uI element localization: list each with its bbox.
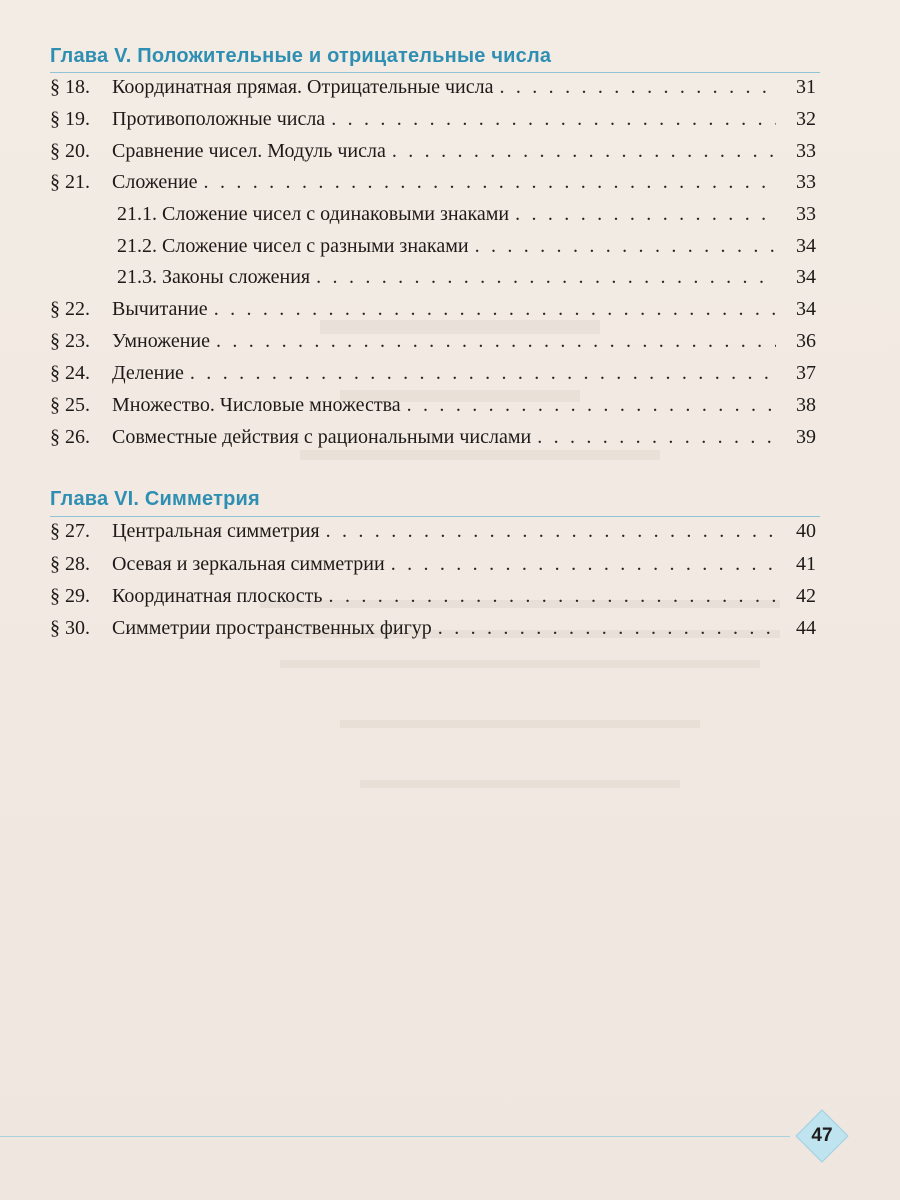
section-title: Осевая и зеркальная симметрии [112,553,385,575]
page-number: 32 [796,108,816,130]
toc-entry[interactable] [50,394,816,424]
section-mark: § 20. [50,140,90,162]
section-title: Сложение [112,171,198,193]
section-title: Деление [112,362,184,384]
page-number: 36 [796,330,816,352]
section-mark: § 27. [50,520,90,542]
section-title: Умножение [112,330,210,352]
section-title: Противоположные числа [112,108,326,130]
toc-subentry[interactable] [117,203,816,233]
chapter-divider [50,516,820,517]
section-mark: § 25. [50,394,90,416]
toc-subentry[interactable] [117,235,816,265]
chapter-title: Глава VI. Симметрия [50,488,260,510]
chapter-title: Глава V. Положительные и отрицательные числа [50,45,552,67]
dot-leader [216,330,776,353]
toc-entry[interactable] [50,585,816,615]
page-number: 31 [796,76,816,98]
toc-entry[interactable] [50,553,816,583]
page-number: 33 [796,203,816,225]
subsection-title: 21.3. Законы сложения [117,266,311,288]
section-mark: § 29. [50,585,90,607]
page-number: 34 [796,235,816,257]
page-number: 39 [796,426,816,448]
section-title: Сравнение чисел. Модуль числа [112,140,386,162]
page-number: 41 [796,553,816,575]
section-mark: § 19. [50,108,90,130]
page-number: 34 [796,298,816,320]
toc-entry[interactable] [50,298,816,328]
page-number: 37 [796,362,816,384]
page-number: 38 [796,394,816,416]
toc-entry[interactable] [50,330,816,360]
dot-leader [326,520,776,543]
dot-leader [438,617,776,640]
toc-entry[interactable] [50,520,816,550]
footer-divider [0,1136,790,1137]
dot-leader [331,108,776,131]
section-mark: § 18. [50,76,90,98]
toc-entry[interactable] [50,426,816,456]
dot-leader [515,203,776,226]
subsection-title: 21.2. Сложение чисел с разными знаками [117,235,469,257]
section-mark: § 26. [50,426,90,448]
page-number: 40 [796,520,816,542]
dot-leader [204,171,776,194]
section-mark: § 24. [50,362,90,384]
page-number-label: 47 [811,1125,833,1146]
dot-leader [190,362,776,385]
section-title: Координатная плоскость [112,585,323,607]
dot-leader [407,394,776,417]
page-number: 42 [796,585,816,607]
dot-leader [537,426,776,449]
toc-entry[interactable] [50,140,816,170]
section-mark: § 28. [50,553,90,575]
section-title: Совместные действия с рациональными числами [112,426,532,448]
section-title: Центральная симметрия [112,520,320,542]
toc-entry[interactable] [50,76,816,106]
section-title: Координатная прямая. Отрицательные числа [112,76,494,98]
dot-leader [475,235,776,258]
toc-subentry[interactable] [117,266,816,296]
section-mark: § 21. [50,171,90,193]
toc-entry[interactable] [50,171,816,201]
section-mark: § 22. [50,298,90,320]
toc-entry[interactable] [50,617,816,647]
toc-entry[interactable] [50,108,816,138]
dot-leader [499,76,776,99]
section-mark: § 23. [50,330,90,352]
dot-leader [392,140,776,163]
dot-leader [329,585,776,608]
page-number-badge [794,1108,850,1164]
dot-leader [316,266,776,289]
page-number: 34 [796,266,816,288]
dot-leader [391,553,776,576]
page-number: 33 [796,171,816,193]
section-title: Симметрии пространственных фигур [112,617,432,639]
dot-leader [214,298,776,321]
subsection-title: 21.1. Сложение чисел с одинаковыми знаками [117,203,510,225]
page-number: 44 [796,617,816,639]
section-title: Множество. Числовые множества [112,394,401,416]
section-title: Вычитание [112,298,208,320]
section-mark: § 30. [50,617,90,639]
toc-entry[interactable] [50,362,816,392]
chapter-divider [50,72,820,73]
page-number: 33 [796,140,816,162]
